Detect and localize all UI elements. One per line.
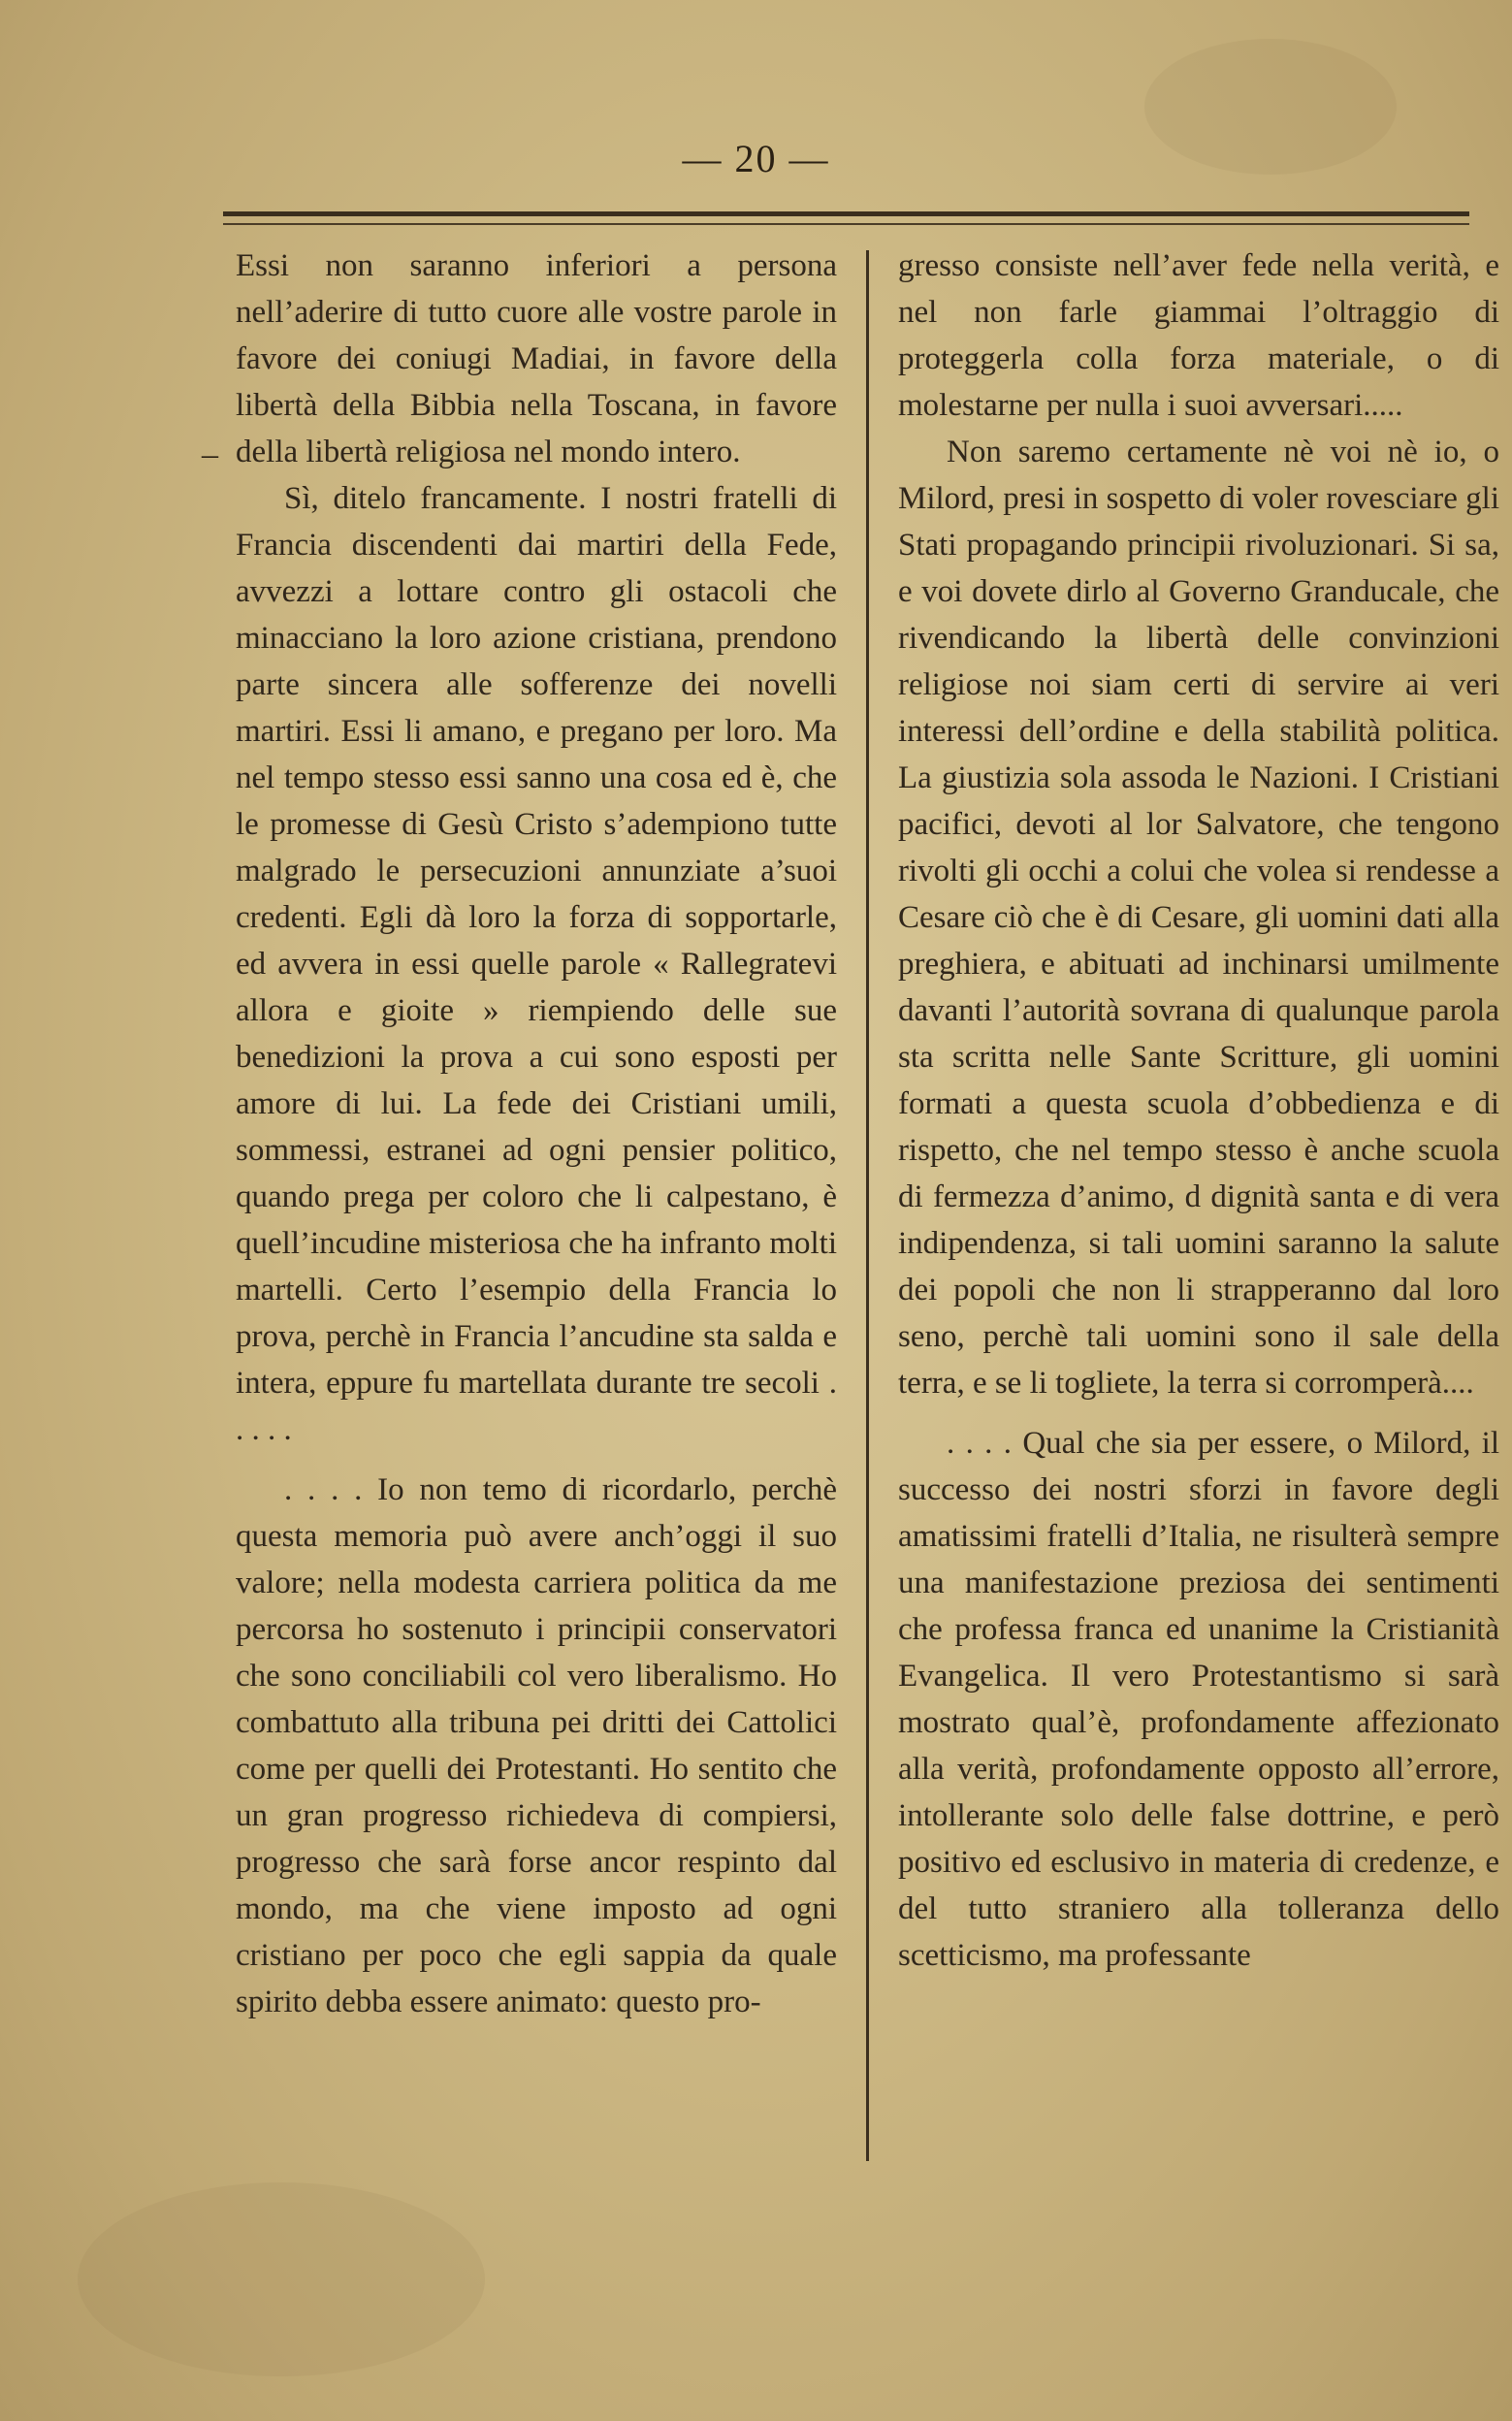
right-column	[898, 242, 1499, 1979]
header-rule-thick	[223, 211, 1469, 216]
paragraph: Sì, ditelo francamente. I nostri fratelli di Francia discendenti dai martiri della Fede, avvezzi a lottare contro gli ostacoli che minacciano la loro azione cristiana, prendono parte sincera alle sofferenze dei novelli martiri. Essi li amano, e pregano per loro. Ma nel tempo stesso essi sanno una cosa ed è, che le promesse di Gesù Cristo s’adempiono tutte malgrado le persecuzioni annunziate a’suoi credenti. Egli dà loro la forza di sopportarle, ed avvera in essi quelle parole « Rallegratevi allora e gioite » riempiendo delle sue benedizioni la prova a cui sono esposti per amore di lui. La fede dei Cristiani umili, sommessi, estranei ad ogni pensier politico, quando prega per coloro che li calpestano, è quell’incudine misteriosa che ha infranto molti martelli. Certo l’esempio della Francia lo prova, perchè in Francia l’ancudine sta salda e intera, eppure fu martellata durante tre secoli . . . . .	[236, 481, 837, 1447]
paragraph: Essi non saranno inferiori a persona nell’aderire di tutto cuore alle vostre parole in favore dei coniugi Madiai, in favore della libertà della Bibbia nella Toscana, in favore della libertà religiosa nel mondo intero.	[236, 248, 837, 469]
paragraph: Non saremo certamente nè voi nè io, o Milord, presi in sospetto di voler rovesciare gli Stati propagando principii rivoluzionari. Si sa, e voi dovete dirlo al Governo Granducale, che rivendicando la libertà delle convinzioni religiose noi siam certi di servire ai veri interessi dell’ordine e della stabilità politica. La giustizia sola assoda le Nazioni. I Cristiani pacifici, devoti al lor Salvatore, che tengono rivolti gli occhi a colui che volea si rendesse a Cesare ciò che è di Cesare, gli uomini dati alla preghiera, e abituati ad inchinarsi umilmente davanti l’autorità sovrana di qualunque parola sta scritta nelle Sante Scritture, gli uomini formati a questa scuola d’obbedienza e di rispetto, che nel tempo stesso è anche scuola di fermezza d’animo, d dignità santa e di vera indipendenza, si tali uomini saranno la salute dei popoli che non li strapperanno dal loro seno, perchè tali uomini sono il sale della terra, e se li togliete, la terra si corromperà....	[898, 435, 1499, 1401]
paragraph: . . . . Qual che sia per essere, o Milord, il successo dei nostri sforzi in favore degli amatissimi fratelli d’Italia, ne risulterà sempre una manifestazione preziosa dei sentimenti che professa franca ed unanime la Cristianità Evangelica. Il vero Protestantismo si sarà mostrato qual’è, profondamente affezionato alla verità, profondamente opposto all’errore, intollerante solo delle false dottrine, e però positivo ed esclusivo in materia di credenze, e del tutto straniero alla tolleranza dello scetticismo, ma professante	[898, 1426, 1499, 1973]
header-rule-thin	[223, 223, 1469, 225]
column-divider	[866, 250, 869, 2161]
margin-mark: –	[202, 436, 218, 472]
paper-stain	[78, 2182, 485, 2376]
page-number: — 20 —	[682, 137, 830, 180]
paragraph: gresso consiste nell’aver fede nella verità, e nel non farle giammai l’oltraggio di proteggerla colla forza materiale, o di molestarne per nulla i suoi avversari.....	[898, 248, 1499, 423]
paragraph: . . . . Io non temo di ricordarlo, perchè questa memoria può avere anch’oggi il suo valore; nella modesta carriera politica da me percorsa ho sostenuto i principii conservatori che sono conciliabili col vero liberalismo. Ho combattuto alla tribuna pei dritti dei Cattolici come per quelli dei Protestanti. Ho sentito che un gran progresso richiedeva di compiersi, progresso che sarà forse ancor respinto dal mondo, ma che viene imposto ad ogni cristiano per poco che egli sappia da quale spirito debba essere animato: questo pro-	[236, 1472, 837, 2019]
left-column	[236, 242, 837, 2025]
